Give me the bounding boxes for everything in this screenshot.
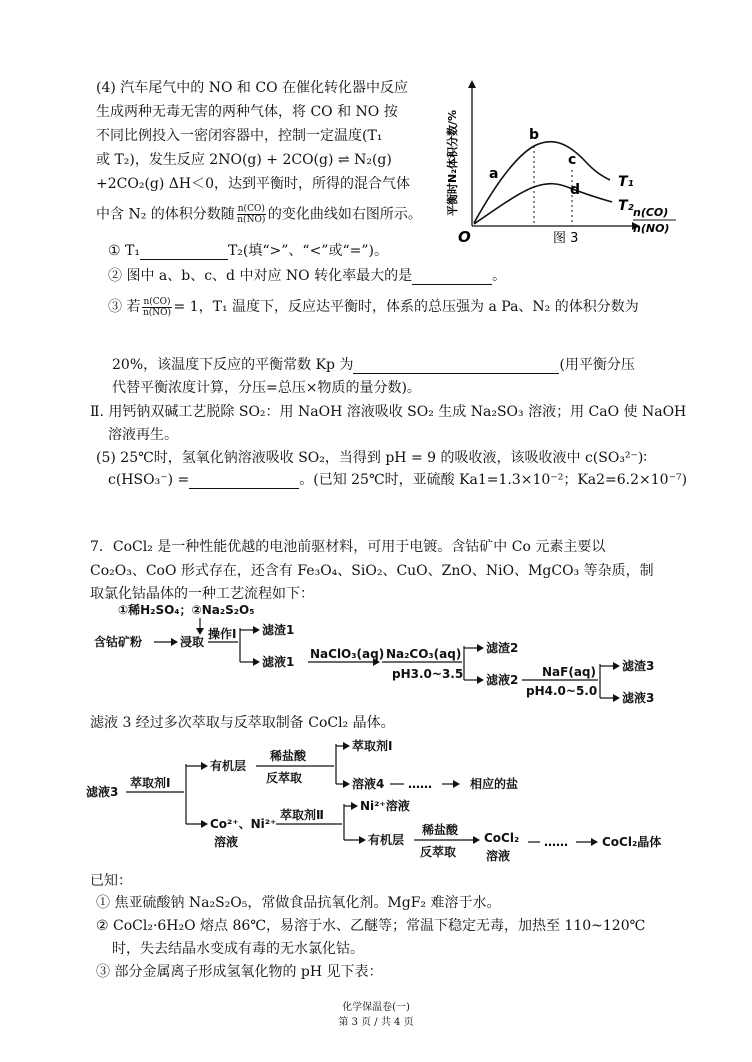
flow2-cocl2: 溶液	[486, 849, 511, 863]
flow2-sol4: 溶液4	[352, 777, 385, 791]
q4-sub3	[108, 296, 639, 318]
part2-line4	[108, 469, 687, 489]
frac-num: n(CO)	[237, 204, 265, 214]
mid-text: 滤液 3 经过多次萃取与反萃取制备 CoCl₂ 晶体。	[90, 715, 395, 731]
flow2-crystal: CoCl₂晶体	[602, 835, 662, 849]
flow1-r1: NaClO₃(aq)	[310, 647, 385, 661]
flow2-org1: 有机层	[210, 759, 247, 773]
known-1: ① 焦亚硫酸钠 Na₂S₂O₅，常做食品抗氧化剂。MgF₂ 难溶于水。	[96, 895, 501, 911]
sub1-b: T₂(填“>”、“<”或“=”)。	[227, 243, 388, 259]
graph-figure	[440, 76, 680, 254]
part2-l4b: 。(已知 25℃时，亚硫酸 Ka1=1.3×10⁻²；Ka2=6.2×10⁻⁷)	[299, 472, 688, 488]
flow2-dots1: ……	[408, 777, 432, 791]
footer-page: 第 3 页 / 共 4 页	[338, 1017, 414, 1028]
q4-line2: 生成两种无毒无害的两种气体，将 CO 和 NO 按	[96, 104, 398, 120]
flow1-op1: 操作Ⅰ	[208, 627, 237, 641]
t2-label: T₂	[618, 198, 634, 214]
q4-line6	[96, 204, 422, 225]
q4-line4: 或 T₂)，发生反应 2NO(g) + 2CO(g) ⇌ N₂(g)	[96, 152, 392, 168]
flow2-back1: 反萃取	[266, 771, 303, 785]
q7-line1: 7．CoCl₂ 是一种性能优越的电池前驱材料，可用于电镀。含钴矿中 Co 元素主要以	[90, 539, 606, 555]
answer-blank-2[interactable]	[412, 268, 492, 285]
q7-line3: 取氯化钴晶体的一种工艺流程如下：	[90, 586, 314, 602]
sub3-fraction	[142, 297, 171, 318]
ratio-fraction	[237, 204, 266, 225]
point-b-label: b	[529, 127, 540, 143]
y-axis-arrow	[468, 80, 476, 88]
sub3-e: 代替平衡浓度计算，分压=总压×物质的量分数)。	[112, 380, 421, 396]
flow1-fil2: 滤液2	[486, 673, 519, 687]
flow2-coni2: 溶液	[214, 835, 239, 849]
part2-l4a: c(HSO₃⁻) =	[108, 472, 190, 488]
t1-label: T₁	[618, 174, 634, 190]
sub1-a: ① T₁	[108, 243, 140, 259]
flow2-coni1: Co²⁺、Ni²⁺	[210, 817, 277, 831]
known-title: 已知：	[90, 873, 132, 889]
process-flow-chart	[80, 598, 680, 714]
flow2-hcl2: 稀盐酸	[422, 823, 459, 837]
flow1-reagent: ①稀H₂SO₄；②Na₂S₂O₅	[118, 603, 255, 617]
answer-blank-3[interactable]	[353, 357, 559, 374]
figure-caption: 图 3	[553, 231, 579, 246]
known-2a: ② CoCl₂·6H₂O 熔点 86℃，易溶于水、乙醚等；常温下稳定无毒，加热至 110~120℃	[96, 918, 646, 934]
frac-den: n(NO)	[237, 215, 266, 225]
sub3-b: = 1，T₁ 温度下，反应达平衡时，体系的总压强为 a Pa、N₂ 的体积分数为	[173, 299, 639, 315]
footer-title: 化学保温卷(一)	[342, 1002, 410, 1013]
q4-block	[96, 78, 446, 238]
x-label-den: n(NO)	[633, 222, 670, 235]
q4-sub1	[108, 240, 388, 260]
flow2-back2: 反萃取	[420, 845, 457, 859]
q4-line6-b: 的变化曲线如右图所示。	[267, 206, 422, 223]
flow2-salt: 相应的盐	[470, 777, 519, 791]
part2-line3: (5) 25℃时，氢氧化钠溶液吸收 SO₂，当得到 pH = 9 的吸收液，该吸收液中 c(SO₃²⁻)∶	[96, 450, 648, 466]
flow1-res1: 滤渣1	[262, 623, 295, 637]
q4-sub3-cont	[112, 354, 635, 374]
flow1-res3: 滤渣3	[622, 659, 655, 673]
flow1-fil1: 滤液1	[262, 655, 295, 669]
flow1-ore: 含钴矿粉	[94, 635, 143, 649]
q4-line3: 不同比例投入一密闭容器中，控制一定温度(T₁	[96, 128, 383, 144]
q4-line5: +2CO₂(g) ΔH＜0，达到平衡时，所得的混合气体	[96, 176, 411, 192]
x-label-num: n(CO)	[633, 206, 669, 219]
flow2-cocl1: CoCl₂	[484, 831, 520, 845]
flow2-ni: Ni²⁺溶液	[360, 799, 410, 813]
sub2-text: ② 图中 a、b、c、d 中对应 NO 转化率最大的是	[108, 268, 413, 284]
flow1-r3: NaF(aq)	[542, 665, 596, 679]
flow2-ex1: 萃取剂Ⅰ	[130, 776, 171, 790]
q4-line6-a: 中含 N₂ 的体积分数随	[96, 206, 235, 223]
flow2-org2: 有机层	[368, 833, 405, 847]
flow2-ex1out: 萃取剂Ⅰ	[352, 739, 393, 753]
sub3-a: ③ 若	[108, 299, 141, 315]
sub3-c: 20%，该温度下反应的平衡常数 Kp 为	[112, 357, 354, 373]
extraction-flow-chart	[80, 730, 680, 868]
flow2-hcl1: 稀盐酸	[270, 749, 307, 763]
q4-line1: (4) 汽车尾气中的 NO 和 CO 在催化转化器中反应	[96, 80, 408, 96]
flow1-ph2: pH4.0~5.0	[526, 684, 598, 698]
known-3: ③ 部分金属离子形成氢氧化物的 pH 见下表：	[96, 964, 383, 980]
y-axis-label: 平衡时N₂体积分数/%	[446, 109, 459, 216]
answer-blank-4[interactable]	[189, 472, 299, 489]
part2-line1: Ⅱ. 用钙钠双碱工艺脱除 SO₂：用 NaOH 溶液吸收 SO₂ 生成 Na₂SO₃ 溶液；用 CaO 使 NaOH	[90, 404, 687, 420]
point-d-label: d	[570, 182, 581, 198]
flow1-ph1: pH3.0~3.5	[392, 667, 464, 681]
origin-label: O	[458, 228, 471, 246]
arrow-down	[196, 628, 204, 635]
sub3-frac-num: n(CO)	[143, 296, 171, 307]
flow2-ex2: 萃取剂Ⅱ	[280, 808, 324, 822]
sub2-end: 。	[492, 268, 507, 284]
known-2b: 时，失去结晶水变成有毒的无水氯化钴。	[112, 941, 364, 957]
sub3-d: (用平衡分压	[559, 357, 635, 373]
sub3-frac-den: n(NO)	[142, 307, 172, 318]
flow1-res2: 滤渣2	[486, 641, 519, 655]
point-c-label: c	[568, 152, 577, 168]
point-a-label: a	[489, 166, 499, 182]
q7-line2: Co₂O₃、CoO 形式存在，还含有 Fe₃O₄、SiO₂、CuO、ZnO、NiO、MgCO₃ 等杂质，制	[90, 563, 654, 579]
q4-sub2	[108, 265, 506, 285]
part2-line2: 溶液再生。	[108, 427, 178, 443]
flow1-leach: 浸取	[180, 635, 205, 649]
flow2-start: 滤液3	[86, 785, 119, 799]
flow2-dots2: ……	[544, 835, 568, 849]
flow1-r2: Na₂CO₃(aq)	[386, 647, 462, 661]
answer-blank-1[interactable]	[140, 243, 228, 260]
flow1-fil3: 滤液3	[622, 691, 655, 705]
